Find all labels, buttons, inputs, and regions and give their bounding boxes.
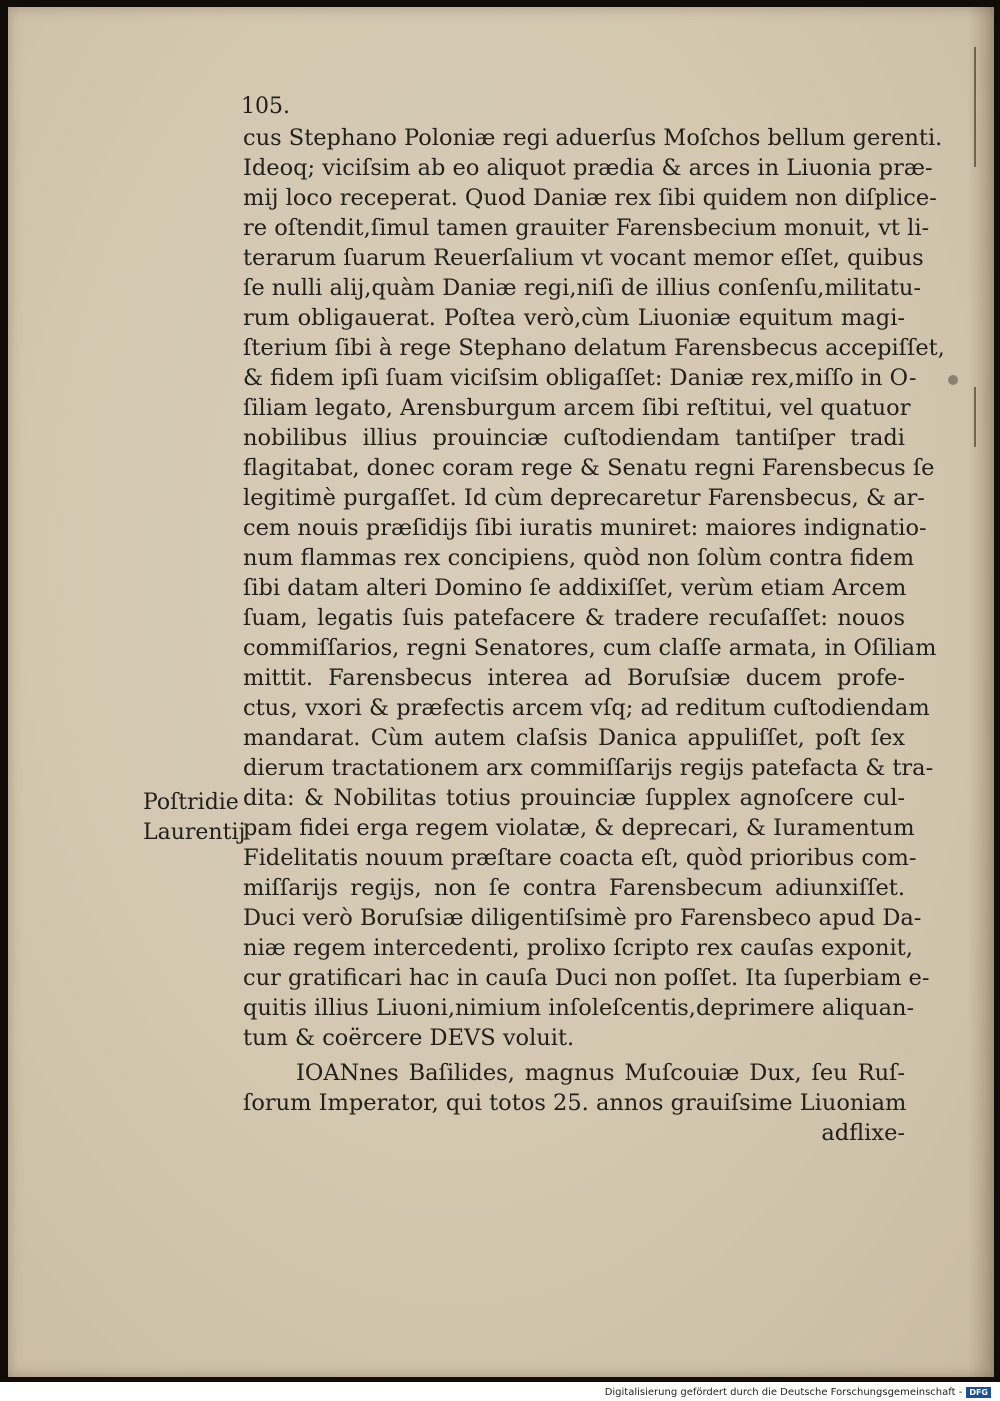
text-line: niæ regem intercedenti, prolixo ſcripto rex cauſas exponit, xyxy=(243,935,913,961)
text-line: re oſtendit,ſimul tamen grauiter Farensbecium monuit, vt li- xyxy=(243,215,930,241)
margin-note-line: Poſtridie xyxy=(143,790,239,815)
text-line: commiſſarios, regni Senatores, cum claſſe armata, in Oſiliam xyxy=(243,635,937,661)
ink-spot xyxy=(948,375,958,385)
text-line: tum & coërcere DEVS voluit. xyxy=(243,1025,575,1051)
text-line: miſſarijs regijs, non ſe contra Farensbecum adiunxiſſet. xyxy=(243,875,905,901)
text-line: Ideoq; viciſsim ab eo aliquot prædia & arces in Liuonia præ- xyxy=(243,155,933,181)
digitization-footer xyxy=(605,1387,991,1398)
text-line: nobilibus illius prouinciæ cuſtodiendam tantiſper tradi xyxy=(243,425,905,451)
text-line: num flammas rex concipiens, quòd non ſolùm contra fidem xyxy=(243,545,915,571)
text-line: dierum tractationem arx commiſſarijs regijs patefacta & tra- xyxy=(243,755,934,781)
text-line: mij loco receperat. Quod Daniæ rex ſibi quidem non diſplice- xyxy=(243,185,937,211)
funding-credit: Digitalisierung gefördert durch die Deutsche Forschungsgemeinschaft - xyxy=(604,1387,963,1398)
text-line: ſibi datam alteri Domino ſe addixiſſet, verùm etiam Arcem xyxy=(243,575,907,601)
text-line: Duci verò Boruſsiæ diligentiſsimè pro Farensbeco apud Da- xyxy=(243,905,922,931)
dfg-logo-icon: DFG xyxy=(966,1387,991,1398)
text-line: dita: & Nobilitas totius prouinciæ ſupplex agnoſcere cul- xyxy=(243,785,905,811)
text-line: terarum ſuarum Reuerſalium vt vocant memor eſſet, quibus xyxy=(243,245,924,271)
text-line: ſiliam legato, Arensburgum arcem ſibi reſtitui, vel quatuor xyxy=(243,395,911,421)
text-line: Fidelitatis nouum præſtare coacta eſt, quòd prioribus com- xyxy=(243,845,917,871)
text-line: quitis illius Liuoni,nimium inſoleſcentis,deprimere aliquan- xyxy=(243,995,915,1021)
text-line: ſuam, legatis ſuis patefacere & tradere recuſaſſet: nouos xyxy=(243,605,905,631)
text-line: ctus, vxori & præfectis arcem vſq; ad reditum cuſtodiendam xyxy=(243,695,930,721)
spine-mark xyxy=(974,47,976,167)
page-number: 105. xyxy=(241,94,290,119)
text-line: mandarat. Cùm autem claſsis Danica appuliſſet, poſt ſex xyxy=(243,725,905,751)
text-line: adflixe- xyxy=(821,1120,905,1146)
text-line: mittit. Farensbecus interea ad Boruſsiæ ducem profe- xyxy=(243,665,905,691)
text-line: legitimè purgaſſet. Id cùm deprecaretur Farensbecus, & ar- xyxy=(243,485,925,511)
page-spine-shadow xyxy=(968,7,994,1377)
text-line: rum obligauerat. Poſtea verò,cùm Liuoniæ equitum magi- xyxy=(243,305,905,331)
text-line: flagitabat, donec coram rege & Senatu regni Farensbecus ſe xyxy=(243,455,935,481)
margin-note-line: Laurentij xyxy=(143,820,246,845)
book-page xyxy=(8,7,994,1377)
text-line: & fidem ipſi ſuam viciſsim obligaſſet: Daniæ rex,miſſo in O- xyxy=(243,365,917,391)
text-line: ſterium ſibi à rege Stephano delatum Farensbecus accepiſſet, xyxy=(243,335,945,361)
text-line: ſorum Imperator, qui totos 25. annos grauiſsime Liuoniam xyxy=(243,1090,907,1116)
spine-mark xyxy=(974,387,976,447)
text-line: cem nouis præſidijs ſibi iuratis muniret: maiores indignatio- xyxy=(243,515,927,541)
text-line: pam fidei erga regem violatæ, & deprecari, & Iuramentum xyxy=(243,815,915,841)
text-line: IOANnes Baſilides, magnus Muſcouiæ Dux, ſeu Ruſ- xyxy=(296,1060,905,1086)
text-line: cur gratificari hac in cauſa Duci non poſſet. Ita ſuperbiam e- xyxy=(243,965,930,991)
text-line: ſe nulli alij,quàm Daniæ regi,niſi de illius conſenſu,militatu- xyxy=(243,275,921,301)
text-line: cus Stephano Poloniæ regi aduerſus Moſchos bellum gerenti. xyxy=(243,125,943,151)
